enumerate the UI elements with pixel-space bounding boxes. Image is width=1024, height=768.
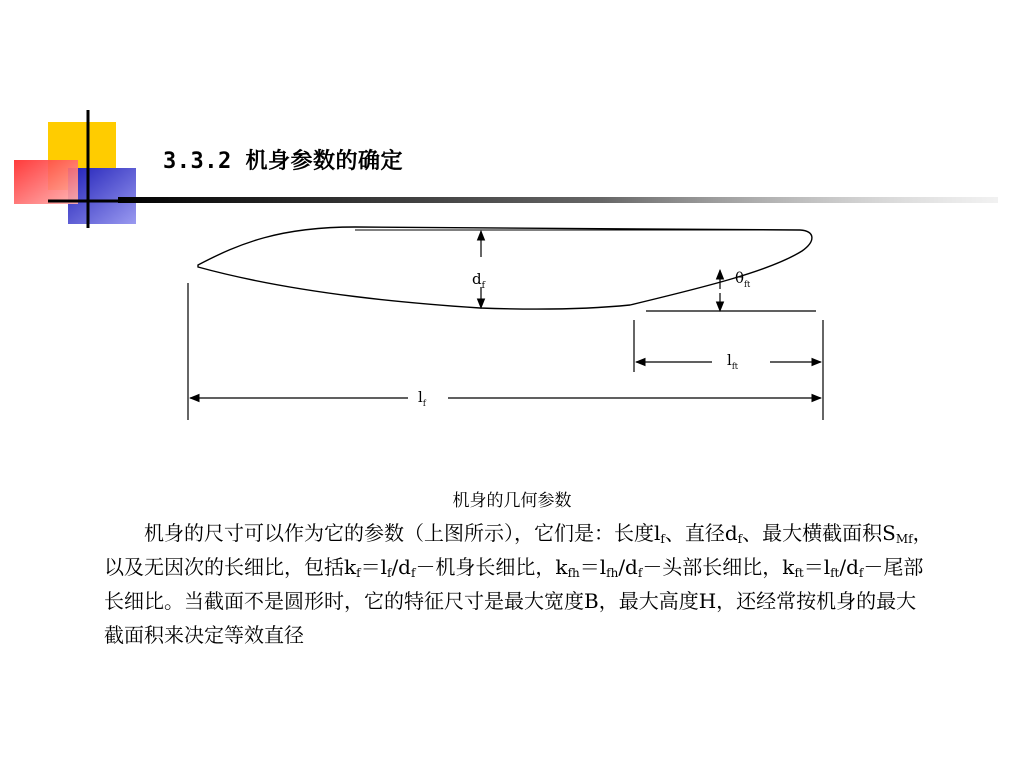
title-decoration [0, 0, 1024, 240]
red-square [14, 160, 78, 204]
slide-title: 3.3.2 机身参数的确定 [163, 149, 403, 174]
diagram-caption: 机身的几何参数 [452, 491, 572, 511]
lf-label: $l_f$ [418, 388, 426, 408]
body-text-1: 机身的尺寸可以作为它的参数（上图所示），它们是：长度l [144, 521, 661, 545]
body-paragraph: 机身的尺寸可以作为它的参数（上图所示），它们是：长度$l_f$、直径$d_f$、最大横截面积$S_{Mf}$，以及无因次的长细比，包括$k_f=l_f/d_f-$机身长细比，$k_{fh}=l_{fh}/d_f-$头部长细比，$k_{ft}=l_{ft}/d_f-$尾部长细比。当截面不是圆形时，它的特征尺寸是最大宽度B，最大高度H，还经常按机身的最大截面积来决定等效直径 [104, 521, 933, 647]
title-underline [118, 197, 998, 203]
theta-label: $\theta_{ft}$ [735, 269, 751, 289]
body-text-end: －尾部长细比。当截面不是圆形时，它的特征尺寸是最大宽度B，最大高度H，还经常按机身的最大截面积来决定等效直径 [104, 555, 924, 647]
df-label: $d_f$ [472, 270, 485, 291]
fuselage-diagram [0, 215, 1024, 430]
lft-label: $l_{ft}$ [727, 351, 738, 371]
